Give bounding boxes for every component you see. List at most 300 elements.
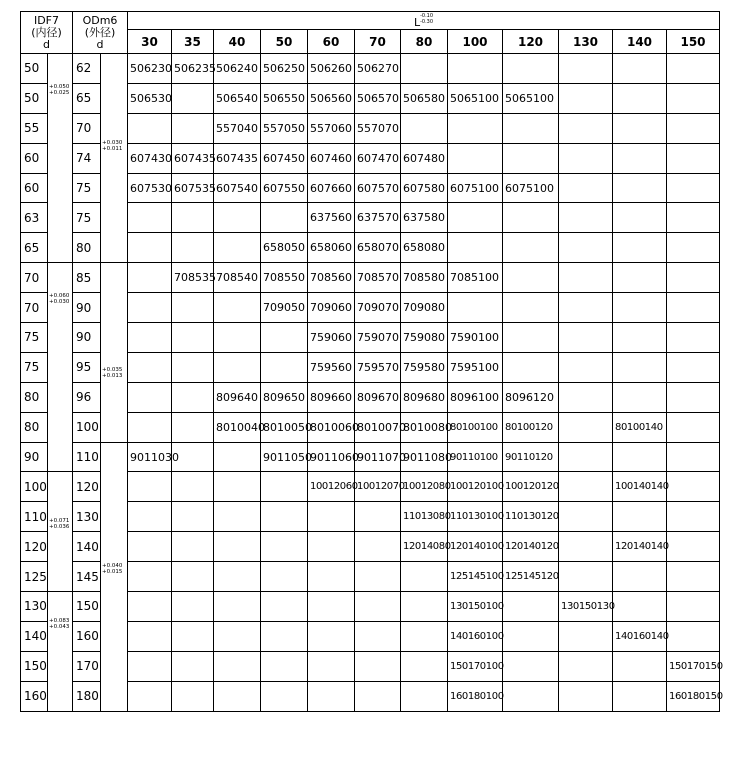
part-number-cell: 607570 — [355, 173, 401, 203]
part-number-cell — [172, 293, 214, 323]
part-number-cell — [667, 323, 720, 353]
tolerance-upper: +0.083 — [49, 618, 70, 625]
outer-diameter-cell: 180 — [73, 681, 101, 711]
part-number-cell: 506580 — [401, 83, 448, 113]
part-number-cell: 759560 — [308, 352, 355, 382]
part-number-cell — [128, 472, 172, 502]
part-number-cell: 125145100 — [448, 562, 503, 592]
part-number-cell — [214, 502, 261, 532]
part-number-cell — [667, 263, 720, 293]
outer-diameter-cell: 120 — [73, 472, 101, 502]
part-number-cell — [261, 621, 308, 651]
part-number-cell: 637570 — [355, 203, 401, 233]
part-number-cell — [448, 113, 503, 143]
part-number-cell — [667, 233, 720, 263]
part-number-cell: 110130100 — [448, 502, 503, 532]
part-number-cell: 506540 — [214, 83, 261, 113]
part-number-cell — [214, 532, 261, 562]
part-number-cell — [172, 681, 214, 711]
part-number-cell — [172, 83, 214, 113]
part-number-cell — [613, 143, 667, 173]
part-number-cell — [261, 323, 308, 353]
tolerance-lower: +0.030 — [49, 299, 70, 306]
part-number-cell — [503, 651, 559, 681]
part-number-cell: 110130120 — [503, 502, 559, 532]
length-column-header: 60 — [308, 30, 355, 54]
part-number-cell: 506570 — [355, 83, 401, 113]
part-number-cell — [559, 173, 613, 203]
part-number-cell — [613, 681, 667, 711]
part-number-cell — [559, 293, 613, 323]
part-number-cell: 607540 — [214, 173, 261, 203]
part-number-cell — [308, 681, 355, 711]
outer-diameter-cell: 140 — [73, 532, 101, 562]
outer-tolerance-value — [102, 563, 122, 575]
part-number-cell: 708550 — [261, 263, 308, 293]
part-number-cell: 658070 — [355, 233, 401, 263]
inner-tolerance-value — [49, 618, 69, 630]
part-number-cell: 8010050 — [261, 412, 308, 442]
part-number-cell: 6075100 — [503, 173, 559, 203]
part-number-cell — [667, 143, 720, 173]
part-number-cell — [261, 472, 308, 502]
part-number-cell — [559, 54, 613, 84]
part-number-cell — [128, 532, 172, 562]
part-number-cell: 7595100 — [448, 352, 503, 382]
outer-diameter-cell: 75 — [73, 203, 101, 233]
part-number-cell — [613, 263, 667, 293]
inner-tolerance-cell — [48, 472, 73, 592]
part-number-cell: 607450 — [261, 143, 308, 173]
part-number-cell: 658080 — [401, 233, 448, 263]
length-label: L — [413, 15, 421, 29]
outer-diameter-cell: 100 — [73, 412, 101, 442]
part-number-cell: 130150100 — [448, 592, 503, 622]
part-number-cell: 160180100 — [448, 681, 503, 711]
outer-diameter-cell: 74 — [73, 143, 101, 173]
outer-diameter-cell: 96 — [73, 382, 101, 412]
part-number-cell: 708535 — [172, 263, 214, 293]
part-number-cell: 506270 — [355, 54, 401, 84]
part-number-cell: 9011060 — [308, 442, 355, 472]
length-tolerance-upper: -0.10 — [420, 12, 434, 19]
part-number-cell — [172, 651, 214, 681]
part-number-cell: 8096120 — [503, 382, 559, 412]
part-number-cell: 637580 — [401, 203, 448, 233]
part-number-cell — [667, 83, 720, 113]
outer-diameter-cell: 95 — [73, 352, 101, 382]
outer-diameter-cell: 145 — [73, 562, 101, 592]
part-number-cell: 708560 — [308, 263, 355, 293]
part-number-cell — [308, 532, 355, 562]
inner-diameter-cell: 90 — [21, 442, 48, 472]
part-number-cell: 809650 — [261, 382, 308, 412]
part-number-cell — [559, 382, 613, 412]
tolerance-lower: +0.015 — [102, 568, 123, 575]
outer-tolerance-cell — [101, 54, 128, 263]
part-number-cell: 759570 — [355, 352, 401, 382]
part-number-cell — [448, 293, 503, 323]
part-number-cell — [261, 502, 308, 532]
part-number-cell — [401, 562, 448, 592]
part-number-cell — [503, 203, 559, 233]
part-number-cell — [559, 412, 613, 442]
part-number-cell — [613, 442, 667, 472]
part-number-cell — [559, 323, 613, 353]
part-number-cell: 9011070 — [355, 442, 401, 472]
part-number-cell — [667, 113, 720, 143]
part-number-cell — [401, 651, 448, 681]
part-number-cell — [559, 352, 613, 382]
tolerance-upper: +0.060 — [49, 293, 70, 300]
part-number-cell — [128, 651, 172, 681]
inner-diameter-cell: 80 — [21, 412, 48, 442]
part-number-cell — [503, 323, 559, 353]
part-number-cell: 80100140 — [613, 412, 667, 442]
inner-diameter-cell: 50 — [21, 54, 48, 84]
part-number-cell: 130150130 — [559, 592, 613, 622]
part-number-cell: 6075100 — [448, 173, 503, 203]
outer-tolerance-value — [102, 140, 122, 152]
part-number-cell: 506530 — [128, 83, 172, 113]
length-column-header: 130 — [559, 30, 613, 54]
length-column-header: 30 — [128, 30, 172, 54]
length-column-header: 80 — [401, 30, 448, 54]
part-number-cell — [503, 54, 559, 84]
part-number-cell: 557050 — [261, 113, 308, 143]
part-number-cell — [559, 263, 613, 293]
part-number-cell — [613, 352, 667, 382]
part-number-cell — [667, 621, 720, 651]
part-number-cell: 809660 — [308, 382, 355, 412]
part-number-cell: 607535 — [172, 173, 214, 203]
part-number-cell — [308, 621, 355, 651]
inner-diameter-cell: 50 — [21, 83, 48, 113]
inner-diameter-cell: 125 — [21, 562, 48, 592]
outer-tolerance-cell — [101, 263, 128, 442]
table-row — [21, 54, 720, 84]
part-number-cell: 506240 — [214, 54, 261, 84]
part-number-cell — [401, 113, 448, 143]
part-number-cell — [503, 233, 559, 263]
part-number-cell: 607435 — [214, 143, 261, 173]
inner-diameter-cell: 110 — [21, 502, 48, 532]
part-number-cell — [613, 592, 667, 622]
part-number-cell — [172, 382, 214, 412]
part-number-cell — [503, 293, 559, 323]
length-column-header: 150 — [667, 30, 720, 54]
part-number-cell — [503, 143, 559, 173]
part-number-cell — [128, 412, 172, 442]
part-number-cell: 80100100 — [448, 412, 503, 442]
outer-diameter-cell: 110 — [73, 442, 101, 472]
part-number-cell — [503, 681, 559, 711]
part-number-cell — [667, 442, 720, 472]
part-number-cell: 100120120 — [503, 472, 559, 502]
part-number-cell: 10012080 — [401, 472, 448, 502]
outer-diameter-cell: 90 — [73, 323, 101, 353]
part-number-cell: 809640 — [214, 382, 261, 412]
part-number-cell — [214, 562, 261, 592]
part-number-cell — [667, 592, 720, 622]
part-number-cell — [128, 323, 172, 353]
inner-tolerance-value — [49, 518, 69, 530]
part-number-cell: 709080 — [401, 293, 448, 323]
outer-diameter-cell: 85 — [73, 263, 101, 293]
part-number-cell: 100140140 — [613, 472, 667, 502]
part-number-cell: 557060 — [308, 113, 355, 143]
part-number-cell — [667, 382, 720, 412]
part-number-cell: 11013080 — [401, 502, 448, 532]
inner-tolerance-value — [49, 84, 69, 96]
inner-tolerance-cell — [48, 54, 73, 263]
part-number-cell: 506230 — [128, 54, 172, 84]
part-number-cell: 7085100 — [448, 263, 503, 293]
part-number-cell — [172, 203, 214, 233]
part-number-cell — [128, 382, 172, 412]
outer-diameter-cell: 75 — [73, 173, 101, 203]
part-number-cell — [613, 323, 667, 353]
inner-tolerance-cell — [48, 592, 73, 712]
part-number-cell: 5065100 — [448, 83, 503, 113]
part-number-cell: 759080 — [401, 323, 448, 353]
part-number-cell — [667, 352, 720, 382]
part-number-cell — [355, 592, 401, 622]
part-number-cell: 708540 — [214, 263, 261, 293]
part-number-cell — [261, 592, 308, 622]
part-number-cell — [261, 203, 308, 233]
tolerance-lower: +0.011 — [102, 146, 123, 152]
part-number-cell — [355, 562, 401, 592]
part-number-cell: 9011030 — [128, 442, 172, 472]
part-number-cell — [401, 681, 448, 711]
part-number-cell — [667, 293, 720, 323]
part-number-cell — [559, 562, 613, 592]
part-number-cell — [559, 681, 613, 711]
part-number-cell — [559, 621, 613, 651]
part-number-cell: 120140140 — [613, 532, 667, 562]
part-number-cell — [172, 412, 214, 442]
part-number-cell — [128, 621, 172, 651]
part-number-cell — [401, 54, 448, 84]
part-number-cell — [667, 532, 720, 562]
part-number-cell: 506550 — [261, 83, 308, 113]
inner-diameter-cell: 70 — [21, 293, 48, 323]
part-number-cell — [214, 293, 261, 323]
part-number-cell: 150170100 — [448, 651, 503, 681]
part-number-cell — [308, 562, 355, 592]
part-number-cell — [559, 472, 613, 502]
outer-diameter-cell: 62 — [73, 54, 101, 84]
outer-diameter-cell: 160 — [73, 621, 101, 651]
part-number-cell — [667, 412, 720, 442]
part-number-cell: 80100120 — [503, 412, 559, 442]
part-number-cell — [559, 233, 613, 263]
inner-diameter-cell: 150 — [21, 651, 48, 681]
part-number-cell — [559, 203, 613, 233]
part-number-cell — [401, 621, 448, 651]
part-number-cell — [613, 651, 667, 681]
part-number-cell — [214, 442, 261, 472]
part-number-cell — [355, 651, 401, 681]
part-number-cell — [214, 472, 261, 502]
part-number-cell — [172, 502, 214, 532]
tolerance-lower: +0.043 — [49, 624, 70, 631]
part-number-cell — [613, 562, 667, 592]
part-number-cell — [172, 472, 214, 502]
inner-diameter-cell: 70 — [21, 263, 48, 293]
part-number-cell — [559, 651, 613, 681]
outer-diameter-cell: 80 — [73, 233, 101, 263]
part-number-cell: 759580 — [401, 352, 448, 382]
part-number-cell: 160180150 — [667, 681, 720, 711]
part-number-cell: 90110120 — [503, 442, 559, 472]
bushing-dimension-table — [20, 11, 723, 712]
part-number-cell — [172, 233, 214, 263]
part-number-cell — [355, 502, 401, 532]
part-number-cell: 607470 — [355, 143, 401, 173]
part-number-cell — [128, 562, 172, 592]
inner-diameter-header: IDF7 (内径) d — [21, 12, 73, 54]
part-number-cell — [667, 203, 720, 233]
part-number-cell — [559, 532, 613, 562]
outer-diameter-cell: 170 — [73, 651, 101, 681]
part-number-cell — [401, 592, 448, 622]
part-number-cell: 557070 — [355, 113, 401, 143]
part-number-cell — [559, 113, 613, 143]
inner-diameter-cell: 60 — [21, 173, 48, 203]
part-number-cell: 759060 — [308, 323, 355, 353]
length-column-header: 50 — [261, 30, 308, 54]
tolerance-upper: +0.030 — [102, 140, 123, 146]
part-number-cell — [308, 651, 355, 681]
part-number-cell — [261, 681, 308, 711]
part-number-cell — [261, 532, 308, 562]
part-number-cell: 759070 — [355, 323, 401, 353]
part-number-cell: 506250 — [261, 54, 308, 84]
outer-diameter-header: ODm6 (外径) d — [73, 12, 128, 54]
inner-diameter-cell: 75 — [21, 352, 48, 382]
part-number-cell: 607530 — [128, 173, 172, 203]
inner-diameter-cell: 75 — [21, 323, 48, 353]
inner-diameter-cell: 120 — [21, 532, 48, 562]
length-column-header: 40 — [214, 30, 261, 54]
inner-diameter-cell: 63 — [21, 203, 48, 233]
part-number-cell: 607435 — [172, 143, 214, 173]
part-number-cell: 709070 — [355, 293, 401, 323]
part-number-cell — [448, 203, 503, 233]
part-number-cell: 709050 — [261, 293, 308, 323]
part-number-cell — [128, 233, 172, 263]
part-number-cell — [667, 54, 720, 84]
part-number-cell: 7590100 — [448, 323, 503, 353]
part-number-cell — [667, 472, 720, 502]
part-number-cell — [613, 113, 667, 143]
part-number-cell — [448, 143, 503, 173]
part-number-cell: 809680 — [401, 382, 448, 412]
part-number-cell: 125145120 — [503, 562, 559, 592]
part-number-cell — [128, 592, 172, 622]
inner-diameter-cell: 55 — [21, 113, 48, 143]
part-number-cell: 8096100 — [448, 382, 503, 412]
part-number-cell — [613, 203, 667, 233]
part-number-cell — [261, 651, 308, 681]
part-number-cell — [667, 562, 720, 592]
tolerance-upper: +0.035 — [102, 367, 123, 374]
part-number-cell — [355, 621, 401, 651]
part-number-cell — [128, 203, 172, 233]
part-number-cell: 607580 — [401, 173, 448, 203]
part-number-cell — [214, 621, 261, 651]
part-number-cell — [613, 173, 667, 203]
part-number-cell — [172, 352, 214, 382]
part-number-cell — [503, 263, 559, 293]
part-number-cell — [667, 502, 720, 532]
part-number-cell — [128, 502, 172, 532]
tolerance-lower: +0.013 — [102, 373, 123, 380]
part-number-cell: 506260 — [308, 54, 355, 84]
part-number-cell: 607480 — [401, 143, 448, 173]
outer-diameter-cell: 65 — [73, 83, 101, 113]
part-number-cell — [613, 382, 667, 412]
part-number-cell — [613, 54, 667, 84]
part-number-cell: 150170150 — [667, 651, 720, 681]
inner-tolerance-value — [49, 293, 69, 305]
outer-diameter-cell: 130 — [73, 502, 101, 532]
part-number-cell — [448, 54, 503, 84]
part-number-cell — [214, 681, 261, 711]
tolerance-upper: +0.071 — [49, 518, 70, 525]
part-number-cell — [559, 143, 613, 173]
part-number-cell: 120140100 — [448, 532, 503, 562]
part-number-cell — [172, 113, 214, 143]
inner-diameter-cell: 140 — [21, 621, 48, 651]
length-column-header: 120 — [503, 30, 559, 54]
part-number-cell: 607550 — [261, 173, 308, 203]
part-number-cell: 140160100 — [448, 621, 503, 651]
part-number-cell: 607660 — [308, 173, 355, 203]
part-number-cell — [308, 592, 355, 622]
tolerance-upper: +0.040 — [102, 562, 123, 569]
part-number-cell — [308, 502, 355, 532]
part-number-cell — [448, 233, 503, 263]
part-number-cell: 140160140 — [613, 621, 667, 651]
inner-diameter-cell: 100 — [21, 472, 48, 502]
length-column-header: 100 — [448, 30, 503, 54]
part-number-cell: 100120100 — [448, 472, 503, 502]
inner-diameter-cell: 65 — [21, 233, 48, 263]
part-number-cell: 8010060 — [308, 412, 355, 442]
part-number-cell: 9011080 — [401, 442, 448, 472]
part-number-cell — [214, 203, 261, 233]
inner-diameter-cell: 80 — [21, 382, 48, 412]
outer-diameter-cell: 70 — [73, 113, 101, 143]
part-number-cell — [355, 681, 401, 711]
part-number-cell — [613, 502, 667, 532]
tolerance-lower: +0.036 — [49, 524, 70, 531]
part-number-cell — [261, 352, 308, 382]
part-number-cell: 809670 — [355, 382, 401, 412]
part-number-cell — [172, 562, 214, 592]
part-number-cell: 90110100 — [448, 442, 503, 472]
part-number-cell: 506560 — [308, 83, 355, 113]
length-column-header: 70 — [355, 30, 401, 54]
part-number-cell — [172, 532, 214, 562]
part-number-cell — [559, 502, 613, 532]
part-number-cell — [503, 592, 559, 622]
outer-tolerance-value — [102, 367, 122, 379]
part-number-cell — [503, 352, 559, 382]
